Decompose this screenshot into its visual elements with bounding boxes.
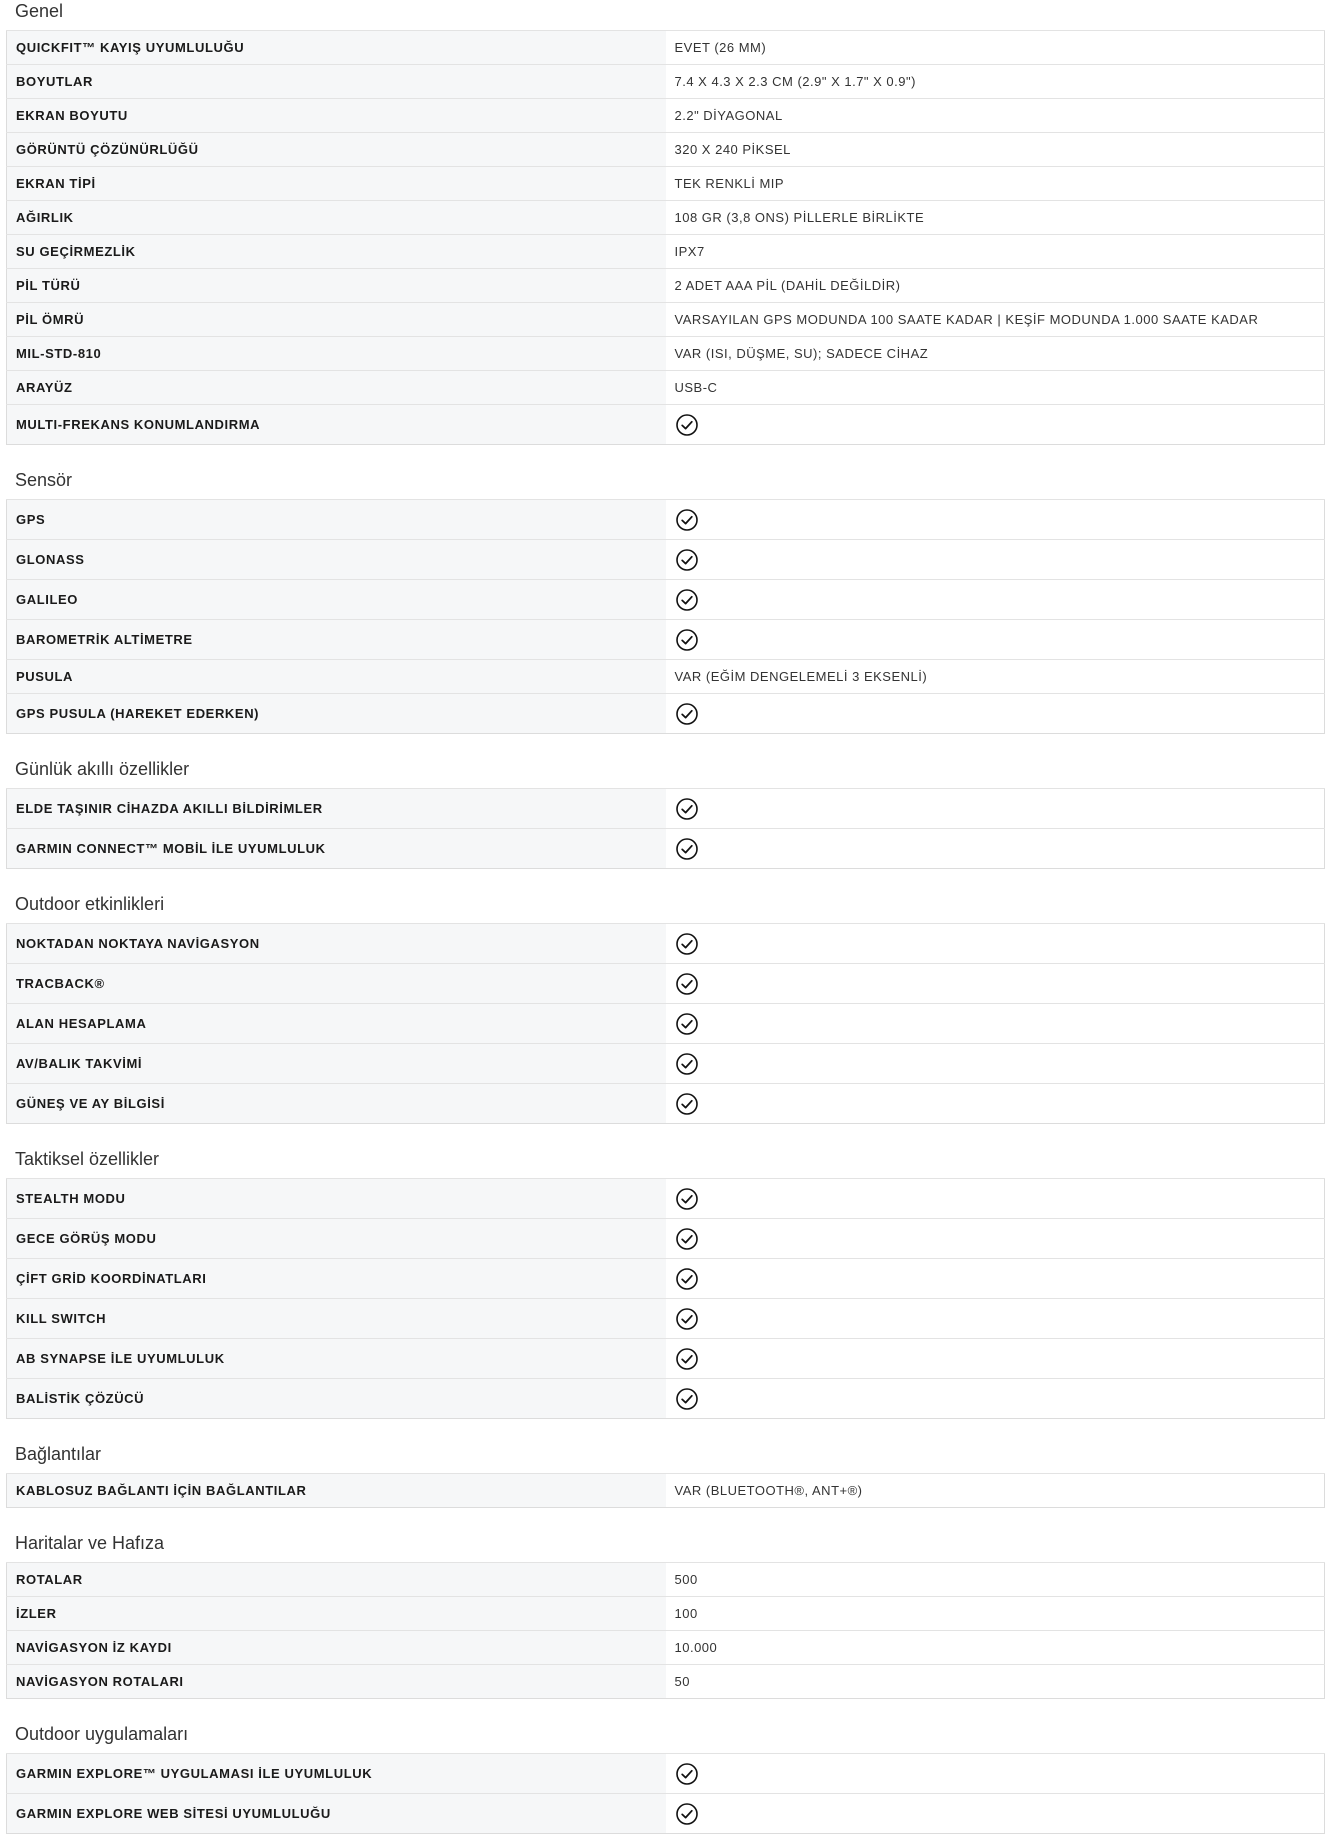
spec-row — [7, 694, 1325, 734]
spec-label: KILL SWITCH — [7, 1299, 666, 1339]
spec-label: MULTI-FREKANS KONUMLANDIRMA — [7, 405, 666, 445]
spec-value: 108 GR (3,8 ONS) PİLLERLE BİRLİKTE — [666, 201, 1325, 235]
spec-value-check — [666, 1339, 1325, 1379]
spec-row — [7, 580, 1325, 620]
spec-row — [7, 1794, 1325, 1834]
spec-row — [7, 1474, 1325, 1508]
spec-label: GÜNEŞ VE AY BİLGİSİ — [7, 1084, 666, 1124]
spec-label: GPS PUSULA (HAREKET EDERKEN) — [7, 694, 666, 734]
spec-label: PİL TÜRÜ — [7, 269, 666, 303]
spec-value-check — [666, 500, 1325, 540]
spec-row — [7, 371, 1325, 405]
check-circle-icon — [675, 1802, 699, 1826]
spec-value: 2.2" DİYAGONAL — [666, 99, 1325, 133]
spec-table-outdoor-uygulamalari — [6, 1753, 1325, 1834]
spec-value: IPX7 — [666, 235, 1325, 269]
check-circle-icon — [675, 1387, 699, 1411]
spec-row — [7, 1563, 1325, 1597]
spec-row — [7, 167, 1325, 201]
spec-row — [7, 1219, 1325, 1259]
spec-label: GARMIN EXPLORE WEB SİTESİ UYUMLULUĞU — [7, 1794, 666, 1834]
spec-row — [7, 201, 1325, 235]
spec-label: GALILEO — [7, 580, 666, 620]
spec-value: VAR (ISI, DÜŞME, SU); SADECE CİHAZ — [666, 337, 1325, 371]
spec-table-outdoor-etkinlikleri — [6, 923, 1325, 1124]
spec-row — [7, 1259, 1325, 1299]
spec-value-check — [666, 1379, 1325, 1419]
spec-label: ELDE TAŞINIR CİHAZDA AKILLI BİLDİRİMLER — [7, 789, 666, 829]
spec-value-check — [666, 964, 1325, 1004]
spec-row — [7, 31, 1325, 65]
spec-label: AV/BALIK TAKVİMİ — [7, 1044, 666, 1084]
spec-row — [7, 1631, 1325, 1665]
spec-label: TRACBACK® — [7, 964, 666, 1004]
spec-value-check — [666, 1754, 1325, 1794]
spec-table-haritalar-ve-hafiza — [6, 1562, 1325, 1699]
spec-value-check — [666, 540, 1325, 580]
spec-label: GECE GÖRÜŞ MODU — [7, 1219, 666, 1259]
spec-row — [7, 65, 1325, 99]
spec-value: 500 — [666, 1563, 1325, 1597]
check-circle-icon — [675, 588, 699, 612]
spec-value-check — [666, 1004, 1325, 1044]
spec-row — [7, 405, 1325, 445]
spec-row — [7, 500, 1325, 540]
check-circle-icon — [675, 508, 699, 532]
spec-label: ROTALAR — [7, 1563, 666, 1597]
check-circle-icon — [675, 548, 699, 572]
spec-row — [7, 1299, 1325, 1339]
section-title-sensor: Sensör — [15, 470, 73, 490]
spec-value-check — [666, 1044, 1325, 1084]
check-circle-icon — [675, 837, 699, 861]
spec-row — [7, 1379, 1325, 1419]
spec-label: GPS — [7, 500, 666, 540]
spec-label: NOKTADAN NOKTAYA NAVİGASYON — [7, 924, 666, 964]
spec-value-check — [666, 1299, 1325, 1339]
spec-label: EKRAN BOYUTU — [7, 99, 666, 133]
check-circle-icon — [675, 1267, 699, 1291]
spec-table-baglantilar — [6, 1473, 1325, 1508]
spec-label: AB SYNAPSE İLE UYUMLULUK — [7, 1339, 666, 1379]
spec-value-check — [666, 1219, 1325, 1259]
section-title-haritalar-ve-hafiza: Haritalar ve Hafıza — [15, 1533, 165, 1553]
spec-row — [7, 1084, 1325, 1124]
section-title-taktiksel-ozellikler: Taktiksel özellikler — [15, 1149, 160, 1169]
spec-value: 10.000 — [666, 1631, 1325, 1665]
check-circle-icon — [675, 628, 699, 652]
section-title-genel: Genel — [15, 1, 64, 21]
spec-label: ÇİFT GRİD KOORDİNATLARI — [7, 1259, 666, 1299]
section-title-outdoor-etkinlikleri: Outdoor etkinlikleri — [15, 894, 165, 914]
spec-label: ARAYÜZ — [7, 371, 666, 405]
spec-value-check — [666, 580, 1325, 620]
spec-label: NAVİGASYON İZ KAYDI — [7, 1631, 666, 1665]
spec-value: VAR (EĞİM DENGELEMELİ 3 EKSENLİ) — [666, 660, 1325, 694]
spec-label: QUICKFIT™ KAYIŞ UYUMLULUĞU — [7, 31, 666, 65]
spec-row — [7, 269, 1325, 303]
spec-row — [7, 1754, 1325, 1794]
spec-row — [7, 789, 1325, 829]
spec-label: EKRAN TİPİ — [7, 167, 666, 201]
spec-label: NAVİGASYON ROTALARI — [7, 1665, 666, 1699]
check-circle-icon — [675, 1187, 699, 1211]
spec-value: TEK RENKLİ MIP — [666, 167, 1325, 201]
spec-label: PİL ÖMRÜ — [7, 303, 666, 337]
spec-label: GÖRÜNTÜ ÇÖZÜNÜRLÜĞÜ — [7, 133, 666, 167]
spec-label: GLONASS — [7, 540, 666, 580]
spec-row — [7, 1339, 1325, 1379]
spec-value-check — [666, 1259, 1325, 1299]
spec-row — [7, 620, 1325, 660]
spec-label: BAROMETRİK ALTİMETRE — [7, 620, 666, 660]
check-circle-icon — [675, 972, 699, 996]
check-circle-icon — [675, 1012, 699, 1036]
check-circle-icon — [675, 702, 699, 726]
spec-value-check — [666, 694, 1325, 734]
spec-row — [7, 924, 1325, 964]
spec-value: 7.4 X 4.3 X 2.3 CM (2.9" X 1.7" X 0.9") — [666, 65, 1325, 99]
spec-row — [7, 99, 1325, 133]
section-title-baglantilar: Bağlantılar — [15, 1444, 102, 1464]
spec-value-check — [666, 789, 1325, 829]
spec-row — [7, 829, 1325, 869]
spec-row — [7, 1004, 1325, 1044]
spec-table-genel — [6, 30, 1325, 445]
spec-value-check — [666, 924, 1325, 964]
check-circle-icon — [675, 1307, 699, 1331]
spec-row — [7, 303, 1325, 337]
spec-label: BALİSTİK ÇÖZÜCÜ — [7, 1379, 666, 1419]
spec-label: İZLER — [7, 1597, 666, 1631]
check-circle-icon — [675, 1347, 699, 1371]
check-circle-icon — [675, 797, 699, 821]
spec-label: SU GEÇİRMEZLİK — [7, 235, 666, 269]
spec-row — [7, 660, 1325, 694]
check-circle-icon — [675, 413, 699, 437]
spec-label: KABLOSUZ BAĞLANTI İÇİN BAĞLANTILAR — [7, 1474, 666, 1508]
spec-label: GARMIN CONNECT™ MOBİL İLE UYUMLULUK — [7, 829, 666, 869]
spec-row — [7, 235, 1325, 269]
spec-row — [7, 1044, 1325, 1084]
spec-value-check — [666, 405, 1325, 445]
spec-value-check — [666, 1179, 1325, 1219]
spec-row — [7, 1597, 1325, 1631]
spec-value: 320 X 240 PİKSEL — [666, 133, 1325, 167]
section-title-outdoor-uygulamalari: Outdoor uygulamaları — [15, 1724, 189, 1744]
spec-value: VARSAYILAN GPS MODUNDA 100 SAATE KADAR | KEŞİF MODUNDA 1.000 SAATE KADAR — [666, 303, 1325, 337]
section-title-gunluk-akilli-ozellikler: Günlük akıllı özellikler — [15, 759, 190, 779]
check-circle-icon — [675, 1092, 699, 1116]
spec-label: AĞIRLIK — [7, 201, 666, 235]
spec-value: 50 — [666, 1665, 1325, 1699]
spec-table-sensor — [6, 499, 1325, 734]
spec-label: STEALTH MODU — [7, 1179, 666, 1219]
spec-value: USB-C — [666, 371, 1325, 405]
check-circle-icon — [675, 1052, 699, 1076]
check-circle-icon — [675, 1762, 699, 1786]
check-circle-icon — [675, 932, 699, 956]
spec-label: ALAN HESAPLAMA — [7, 1004, 666, 1044]
spec-row — [7, 133, 1325, 167]
spec-label: PUSULA — [7, 660, 666, 694]
spec-label: GARMIN EXPLORE™ UYGULAMASI İLE UYUMLULUK — [7, 1754, 666, 1794]
spec-row — [7, 1665, 1325, 1699]
spec-row — [7, 337, 1325, 371]
spec-value-check — [666, 620, 1325, 660]
spec-label: BOYUTLAR — [7, 65, 666, 99]
spec-value: EVET (26 MM) — [666, 31, 1325, 65]
spec-label: MIL-STD-810 — [7, 337, 666, 371]
spec-table-gunluk-akilli-ozellikler — [6, 788, 1325, 869]
spec-value: 2 ADET AAA PİL (DAHİL DEĞİLDİR) — [666, 269, 1325, 303]
spec-value: VAR (BLUETOOTH®, ANT+®) — [666, 1474, 1325, 1508]
spec-row — [7, 1179, 1325, 1219]
spec-value: 100 — [666, 1597, 1325, 1631]
spec-row — [7, 964, 1325, 1004]
check-circle-icon — [675, 1227, 699, 1251]
spec-value-check — [666, 1084, 1325, 1124]
spec-row — [7, 540, 1325, 580]
spec-value-check — [666, 829, 1325, 869]
spec-value-check — [666, 1794, 1325, 1834]
spec-table-taktiksel-ozellikler — [6, 1178, 1325, 1419]
